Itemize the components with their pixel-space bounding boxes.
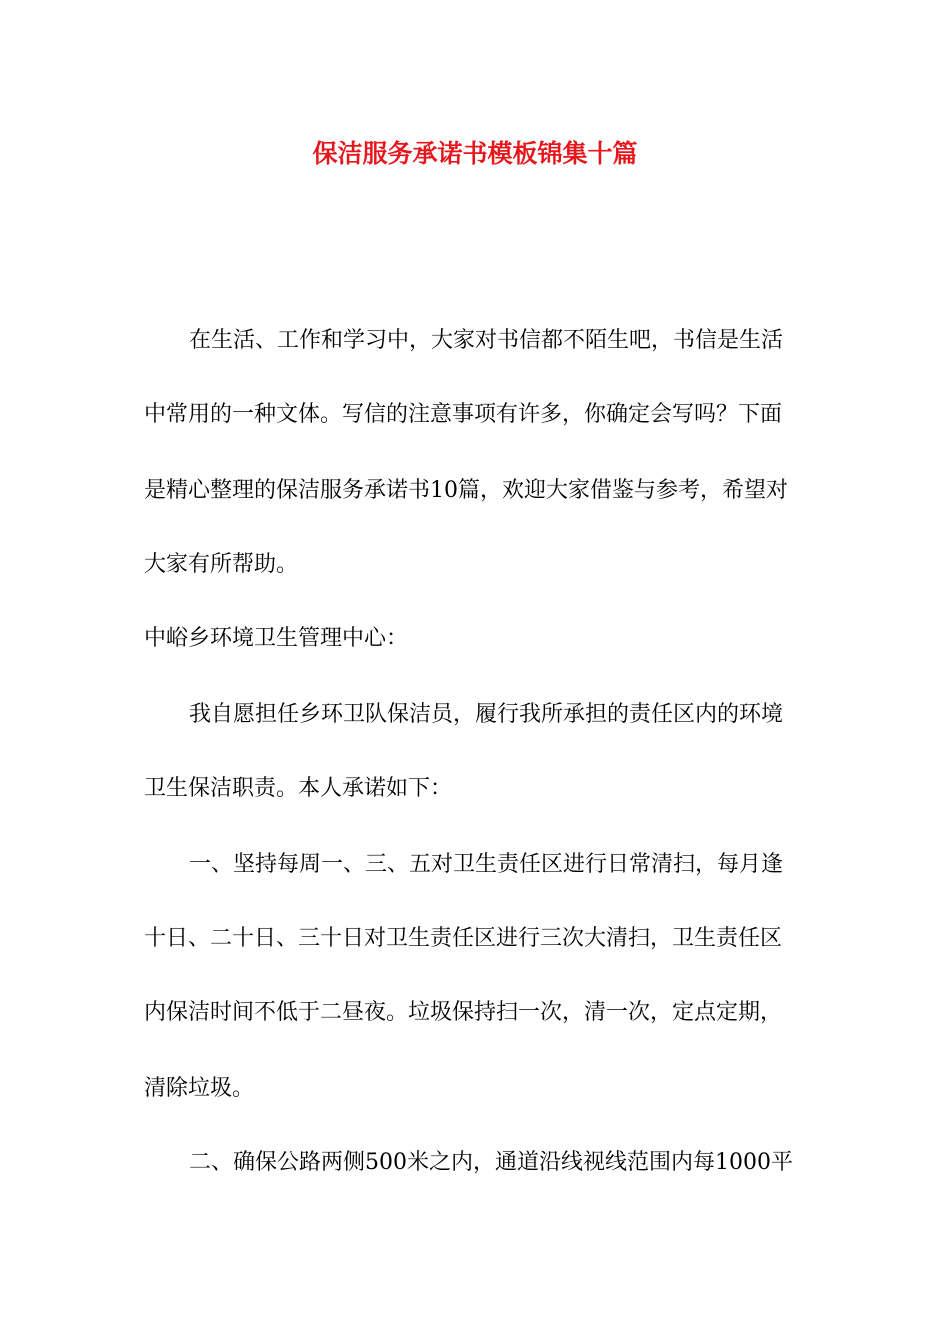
body-line: 我自愿担任乡环卫队保洁员，履行我所承担的责任区内的环境 <box>189 702 784 727</box>
body-line: 卫生保洁职责。本人承诺如下： <box>144 776 453 801</box>
document-title: 保洁服务承诺书模板锦集十篇 <box>312 139 638 168</box>
body-line: 在生活、工作和学习中，大家对书信都不陌生吧，书信是生活 <box>189 328 784 353</box>
body-line: 是精心整理的保洁服务承诺书10篇，欢迎大家借鉴与参考，希望对 <box>144 478 788 503</box>
body-line: 内保洁时间不低于二昼夜。垃圾保持扫一次，清一次，定点定期， <box>144 1000 783 1025</box>
salutation-line: 中峪乡环境卫生管理中心： <box>144 626 409 651</box>
body-line: 一、坚持每周一、三、五对卫生责任区进行日常清扫，每月逢 <box>189 852 784 877</box>
body-line: 清除垃圾。 <box>144 1076 255 1101</box>
body-line: 十日、二十日、三十日对卫生责任区进行三次大清扫，卫生责任区 <box>144 926 783 951</box>
body-line: 大家有所帮助。 <box>144 552 299 577</box>
body-line: 中常用的一种文体。写信的注意事项有许多，你确定会写吗？下面 <box>144 402 783 427</box>
body-line: 二、确保公路两侧500米之内，通道沿线视线范围内每1000平 <box>189 1150 793 1175</box>
